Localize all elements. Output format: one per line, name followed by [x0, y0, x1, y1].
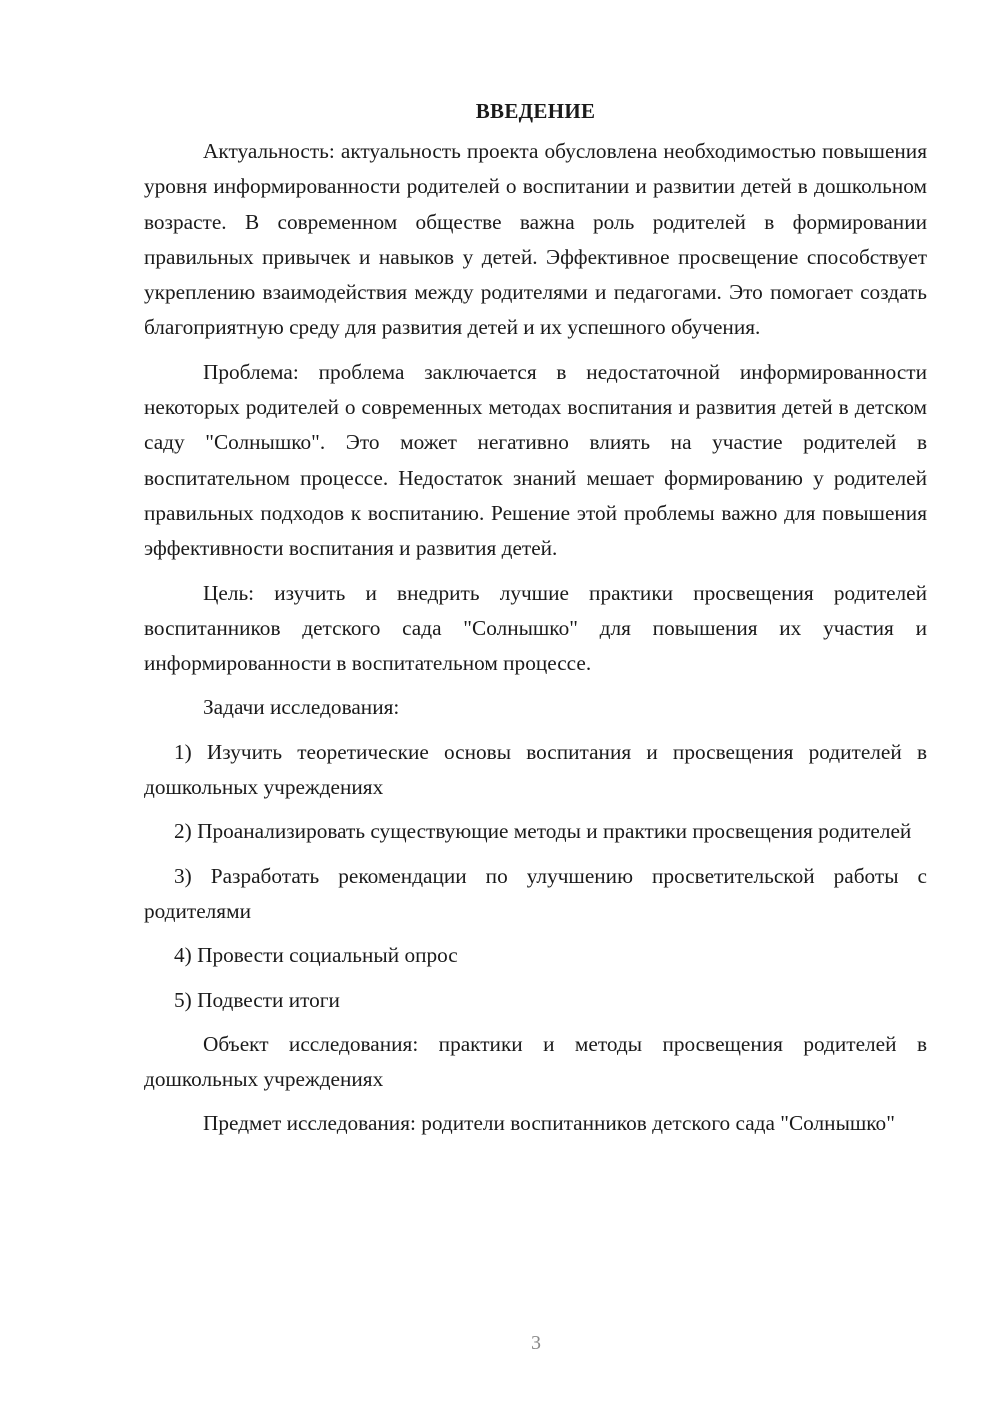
paragraph-goal: Цель: изучить и внедрить лучшие практики просвещения родителей воспитанников детского сада "Солнышко" для повышения их участия и информированности в воспитательном процессе.	[144, 580, 927, 676]
paragraph-object: Объект исследования: практики и методы просвещения родителей в дошкольных учреждениях	[144, 1031, 927, 1092]
page-title: ВВЕДЕНИЕ	[475, 99, 596, 123]
paragraph-subject: Предмет исследования: родители воспитанников детского сада "Солнышко"	[203, 1111, 895, 1136]
paragraph-tasks-intro: Задачи исследования:	[203, 695, 400, 720]
document-page	[144, 94, 927, 1151]
list-item: 2) Проанализировать существующие методы и практики просвещения родителей	[174, 819, 912, 844]
list-item: 4) Провести социальный опрос	[174, 943, 458, 968]
tasks-list	[144, 735, 927, 1018]
list-item: 1) Изучить теоретические основы воспитания и просвещения родителей в дошкольных учреждениях	[144, 739, 927, 800]
paragraph-problem: Проблема: проблема заключается в недостаточной информированности некоторых родителей о современных методах воспитания и развития детей в детском саду "Солнышко". Это может негативно влиять на участие родителей в воспитательном процессе. Недостаток знаний мешает формированию у родителей правильных подходов к воспитанию. Решение этой проблемы важно для повышения эффективности воспитания и развития детей.	[144, 359, 927, 561]
list-item: 5) Подвести итоги	[174, 987, 340, 1012]
list-item: 3) Разработать рекомендации по улучшению просветительской работы с родителями	[144, 863, 927, 923]
page-number: 3	[531, 1332, 541, 1354]
paragraph-relevance: Актуальность: актуальность проекта обусловлена необходимостью повышения уровня информированности родителей о воспитании и развитии детей в дошкольном возрасте. В современном обществе важна роль родителей в формировании правильных привычек и навыков у детей. Эффективное просвещение способствует укреплению взаимодействия между родителями и педагогами. Это помогает создать благоприятную среду для развития детей и их успешного обучения.	[144, 139, 927, 340]
